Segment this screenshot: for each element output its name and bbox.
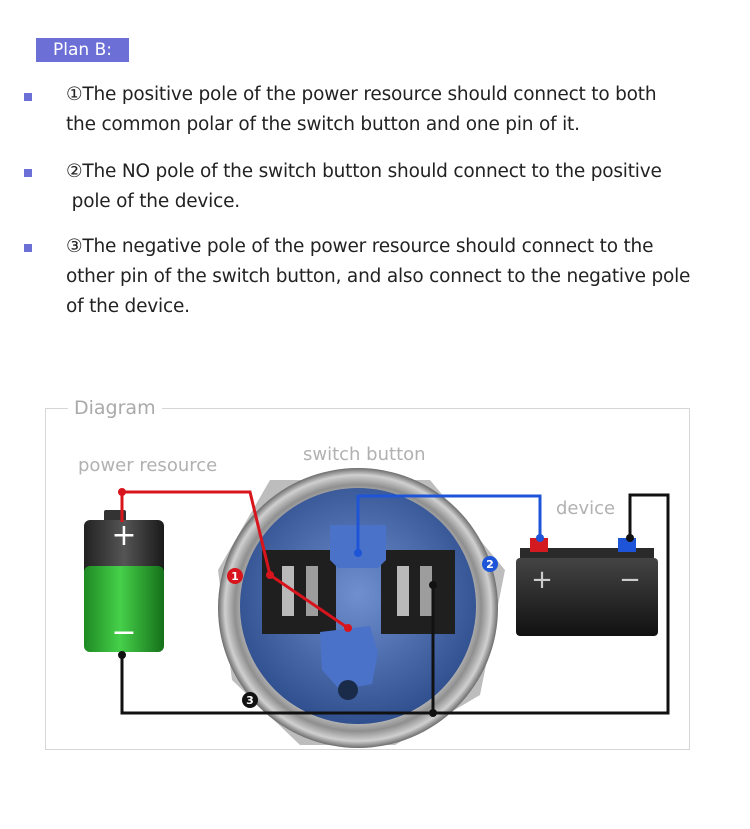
marker-1-label: 1 <box>231 570 239 583</box>
marker-2-label: 2 <box>486 558 494 571</box>
device-label: device <box>556 498 616 519</box>
diagram-title: Diagram <box>68 396 162 420</box>
step-2-line-1: ②The NO pole of the switch button should connect to the positive <box>66 161 662 182</box>
step-1-line-2: the common polar of the switch button and one pin of it. <box>66 114 580 135</box>
step-2-line-2: pole of the device. <box>66 191 240 212</box>
plan-badge: Plan B: <box>36 38 129 62</box>
marker-1 <box>227 568 243 584</box>
junction-dot <box>344 624 352 632</box>
battery-plus-sign: + <box>111 518 137 553</box>
marker-3-label: 3 <box>246 694 254 707</box>
device-graphic <box>516 538 658 636</box>
junction-dot <box>118 488 126 496</box>
step-3-line-1: ③The negative pole of the power resource should connect to the <box>66 236 654 257</box>
junction-dot <box>354 549 362 557</box>
terminal-left-2 <box>306 566 318 616</box>
junction-dot <box>118 651 126 659</box>
junction-dot <box>429 581 437 589</box>
led-lens <box>338 680 358 700</box>
power-resource-label: power resource <box>78 455 218 476</box>
step-3-line-3: of the device. <box>66 296 190 317</box>
step-3-line-2: other pin of the switch button, and also connect to the negative pole <box>66 266 691 287</box>
relay-block-left <box>262 550 336 634</box>
switch-button-graphic <box>218 468 505 748</box>
step-1-line-1: ①The positive pole of the power resource should connect to both <box>66 84 657 105</box>
device-minus-sign: − <box>619 565 641 595</box>
terminal-right-1 <box>397 566 409 616</box>
battery-minus-sign: − <box>111 615 137 650</box>
relay-block-right <box>381 550 455 634</box>
junction-dot <box>626 534 634 542</box>
terminal-right-2 <box>420 566 432 616</box>
junction-dot <box>536 534 544 542</box>
marker-2 <box>482 556 498 572</box>
junction-dot <box>429 709 437 717</box>
junction-dot <box>266 571 274 579</box>
device-plus-sign: + <box>531 565 553 595</box>
switch-button-label: switch button <box>303 444 426 465</box>
marker-3 <box>242 692 258 708</box>
battery-graphic <box>84 510 164 652</box>
